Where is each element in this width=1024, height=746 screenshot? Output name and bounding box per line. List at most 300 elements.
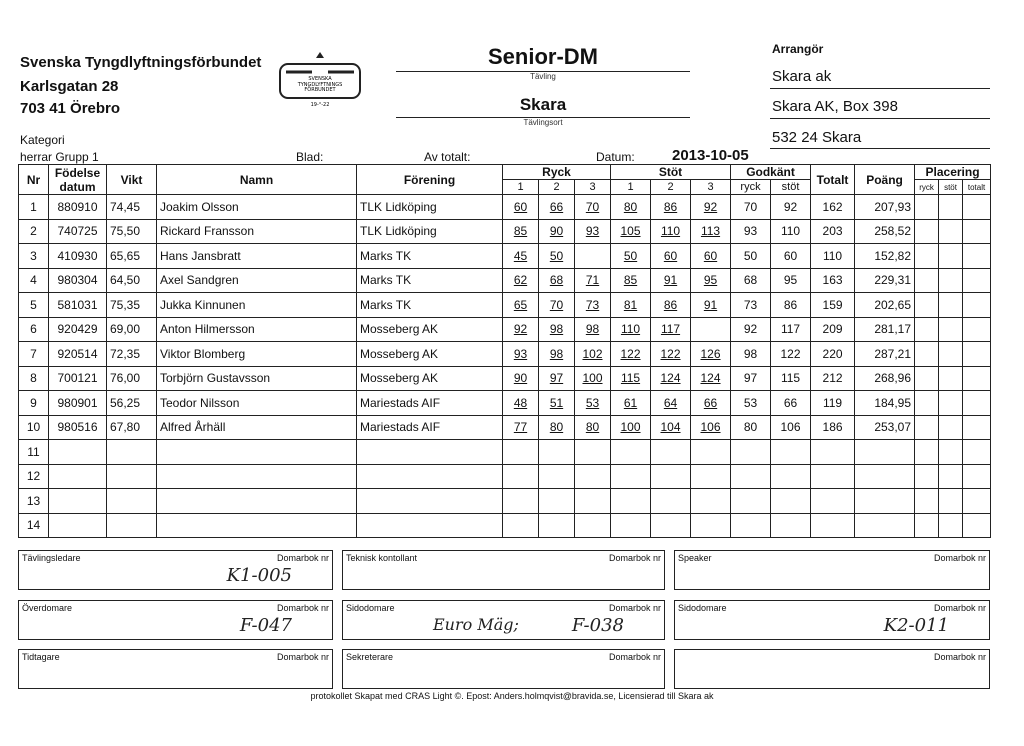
cell-weight (107, 489, 157, 514)
table-row (19, 489, 991, 514)
referee-book-label: Domarbok nr (933, 652, 986, 662)
cell-s3: 95 (691, 268, 731, 293)
referee-book-number: F-038 (571, 615, 624, 636)
cell-nr: 13 (19, 489, 49, 514)
cell-pts (855, 440, 915, 465)
cell-ar (731, 464, 771, 489)
cell-name: Anton Hilmersson (157, 317, 357, 342)
cell-r3: 102 (575, 342, 611, 367)
cell-weight: 56,25 (107, 391, 157, 416)
results-table (18, 164, 991, 538)
cell-nr: 3 (19, 244, 49, 269)
cell-weight: 69,00 (107, 317, 157, 342)
cell-placing (939, 219, 963, 244)
category-value: herrar Grupp 1 (20, 150, 99, 164)
cell-name: Viktor Blomberg (157, 342, 357, 367)
cell-tot: 203 (811, 219, 855, 244)
cell-ar: 53 (731, 391, 771, 416)
snatch-att-1: 1 (503, 180, 539, 195)
cell-birth: 740725 (49, 219, 107, 244)
officials-row (18, 550, 990, 590)
cell-nr: 7 (19, 342, 49, 367)
cell-placing (963, 489, 991, 514)
cell-placing (939, 317, 963, 342)
cell-r1: 62 (503, 268, 539, 293)
cell-r1: 48 (503, 391, 539, 416)
table-row (19, 366, 991, 391)
cell-r2: 68 (539, 268, 575, 293)
cell-club: Mariestads AIF (357, 391, 503, 416)
cell-s3: 113 (691, 219, 731, 244)
arranger-label: Arrangör (772, 42, 824, 56)
col-club: Förening (357, 165, 503, 195)
clean-att-1: 1 (611, 180, 651, 195)
referee-book-label: Domarbok nr (276, 652, 329, 662)
cell-s3 (691, 317, 731, 342)
cell-r1: 65 (503, 293, 539, 318)
cell-as: 115 (771, 366, 811, 391)
cell-s1: 100 (611, 415, 651, 440)
cell-club: Marks TK (357, 268, 503, 293)
cell-placing (915, 513, 939, 538)
cell-placing (915, 219, 939, 244)
official-role: Sekreterare (346, 652, 394, 662)
cell-s2: 104 (651, 415, 691, 440)
org-street: Karlsgatan 28 (20, 78, 119, 95)
cell-placing (915, 415, 939, 440)
official-box (342, 649, 665, 689)
org-name: Svenska Tyngdlyftningsförbundet (20, 54, 262, 71)
cell-nr: 6 (19, 317, 49, 342)
cell-birth: 410930 (49, 244, 107, 269)
cell-birth: 980901 (49, 391, 107, 416)
cell-weight: 75,35 (107, 293, 157, 318)
cell-weight: 75,50 (107, 219, 157, 244)
cell-nr: 10 (19, 415, 49, 440)
cell-placing (963, 366, 991, 391)
cell-s2 (651, 513, 691, 538)
cell-r3: 73 (575, 293, 611, 318)
table-row (19, 342, 991, 367)
official-role: Teknisk kontollant (346, 553, 418, 563)
cell-s2 (651, 440, 691, 465)
cell-club: TLK Lidköping (357, 195, 503, 220)
cell-nr: 4 (19, 268, 49, 293)
cell-placing (939, 440, 963, 465)
official-role: Tävlingsledare (22, 553, 81, 563)
cell-nr: 9 (19, 391, 49, 416)
cell-ar (731, 513, 771, 538)
org-city: 703 41 Örebro (20, 100, 121, 117)
cell-r3: 71 (575, 268, 611, 293)
cell-as: 106 (771, 415, 811, 440)
total-sheets-label: Av totalt: (424, 150, 471, 164)
cell-s1: 80 (611, 195, 651, 220)
cell-r3: 98 (575, 317, 611, 342)
logo-text-1: SVENSKA (308, 76, 332, 82)
cell-placing (939, 244, 963, 269)
cell-club (357, 464, 503, 489)
table-row (19, 440, 991, 465)
cell-birth (49, 489, 107, 514)
official-role: Sidodomare (678, 603, 727, 613)
cell-tot: 119 (811, 391, 855, 416)
cell-s2 (651, 489, 691, 514)
cell-birth: 920429 (49, 317, 107, 342)
table-row (19, 317, 991, 342)
arranger-postal: 532 24 Skara (772, 129, 862, 146)
cell-ar: 68 (731, 268, 771, 293)
cell-nr: 8 (19, 366, 49, 391)
table-row (19, 513, 991, 538)
cell-ar: 97 (731, 366, 771, 391)
cell-placing (963, 464, 991, 489)
cell-placing (915, 317, 939, 342)
cell-club (357, 513, 503, 538)
arranger-name: Skara ak (772, 68, 832, 85)
cell-placing (939, 268, 963, 293)
cell-r2: 50 (539, 244, 575, 269)
cell-club: Mosseberg AK (357, 342, 503, 367)
table-row (19, 391, 991, 416)
cell-club: Marks TK (357, 293, 503, 318)
cell-tot: 110 (811, 244, 855, 269)
referee-book-label: Domarbok nr (276, 553, 329, 563)
cell-s1: 115 (611, 366, 651, 391)
cell-birth: 581031 (49, 293, 107, 318)
cell-club (357, 489, 503, 514)
table-row (19, 415, 991, 440)
cell-ar: 73 (731, 293, 771, 318)
cell-placing (915, 391, 939, 416)
referee-book-label: Domarbok nr (608, 652, 661, 662)
cell-s3: 124 (691, 366, 731, 391)
official-role: Överdomare (22, 603, 73, 613)
cell-pts (855, 464, 915, 489)
cell-name (157, 464, 357, 489)
cell-as (771, 464, 811, 489)
cell-r2: 80 (539, 415, 575, 440)
col-placing: Placering (915, 165, 991, 180)
cell-placing (963, 195, 991, 220)
cell-placing (915, 464, 939, 489)
cell-tot: 220 (811, 342, 855, 367)
cell-r1: 60 (503, 195, 539, 220)
cell-weight: 64,50 (107, 268, 157, 293)
cell-s1 (611, 440, 651, 465)
cell-placing (939, 489, 963, 514)
cell-pts: 281,17 (855, 317, 915, 342)
cell-as: 95 (771, 268, 811, 293)
cell-r2: 90 (539, 219, 575, 244)
table-row (19, 268, 991, 293)
cell-pts: 287,21 (855, 342, 915, 367)
cell-placing (939, 513, 963, 538)
placing-snatch: ryck (915, 180, 939, 195)
cell-placing (915, 293, 939, 318)
official-box (342, 550, 665, 590)
referee-book-number: F-047 (239, 615, 292, 636)
cell-as: 66 (771, 391, 811, 416)
cell-ar (731, 489, 771, 514)
official-box (18, 649, 333, 689)
category-label: Kategori (20, 133, 65, 147)
cell-placing (915, 440, 939, 465)
cell-birth (49, 464, 107, 489)
cell-as (771, 440, 811, 465)
cell-as: 92 (771, 195, 811, 220)
cell-r3 (575, 489, 611, 514)
col-birth: Födelse datum (49, 165, 107, 195)
cell-r2: 98 (539, 342, 575, 367)
cell-r2: 97 (539, 366, 575, 391)
cell-s2: 86 (651, 195, 691, 220)
cell-s3: 126 (691, 342, 731, 367)
cell-s3: 91 (691, 293, 731, 318)
cell-tot: 163 (811, 268, 855, 293)
cell-weight: 72,35 (107, 342, 157, 367)
cell-name (157, 489, 357, 514)
cell-as (771, 513, 811, 538)
cell-s2: 117 (651, 317, 691, 342)
cell-ar: 98 (731, 342, 771, 367)
competition-place: Skara (519, 95, 567, 114)
cell-placing (915, 268, 939, 293)
cell-tot: 159 (811, 293, 855, 318)
cell-s1: 85 (611, 268, 651, 293)
cell-placing (939, 293, 963, 318)
cell-ar: 92 (731, 317, 771, 342)
cell-tot (811, 513, 855, 538)
cell-s3 (691, 440, 731, 465)
cell-name: Jukka Kinnunen (157, 293, 357, 318)
cell-nr: 5 (19, 293, 49, 318)
official-role: Speaker (678, 553, 712, 563)
cell-name: Teodor Nilsson (157, 391, 357, 416)
cell-placing (939, 195, 963, 220)
cell-name (157, 440, 357, 465)
clean-att-2: 2 (651, 180, 691, 195)
cell-club: Mariestads AIF (357, 415, 503, 440)
cell-birth (49, 440, 107, 465)
cell-r3 (575, 464, 611, 489)
footer-note: protokollet Skapat med CRAS Light ©. Epost: Anders.holmqvist@bravida.se, Licensierad till Skara ak (310, 691, 714, 701)
cell-ar: 93 (731, 219, 771, 244)
cell-r3 (575, 244, 611, 269)
referee-book-label: Domarbok nr (276, 603, 329, 613)
clean-att-3: 3 (691, 180, 731, 195)
cell-pts: 152,82 (855, 244, 915, 269)
cell-tot: 209 (811, 317, 855, 342)
cell-placing (939, 415, 963, 440)
cell-placing (915, 195, 939, 220)
logo-text-3: FÖRBUNDET (304, 87, 336, 93)
cell-placing (915, 342, 939, 367)
table-row (19, 464, 991, 489)
cell-club: Mosseberg AK (357, 366, 503, 391)
col-clean: Stöt (611, 165, 731, 180)
officials-row (18, 649, 990, 689)
cell-ar: 50 (731, 244, 771, 269)
competition-name: Senior-DM (488, 44, 598, 69)
cell-r1 (503, 464, 539, 489)
cell-name: Alfred Århäll (157, 415, 357, 440)
col-points: Poäng (855, 165, 915, 195)
cell-nr: 11 (19, 440, 49, 465)
cell-placing (939, 366, 963, 391)
cell-as: 110 (771, 219, 811, 244)
snatch-att-3: 3 (575, 180, 611, 195)
cell-placing (963, 513, 991, 538)
cell-s3: 92 (691, 195, 731, 220)
cell-s3 (691, 513, 731, 538)
officials-row (18, 600, 990, 640)
cell-s2: 91 (651, 268, 691, 293)
cell-s1: 105 (611, 219, 651, 244)
cell-r2 (539, 513, 575, 538)
cell-pts (855, 513, 915, 538)
cell-as: 60 (771, 244, 811, 269)
sheet-label: Blad: (296, 150, 324, 164)
cell-weight (107, 464, 157, 489)
cell-s1 (611, 489, 651, 514)
cell-pts: 229,31 (855, 268, 915, 293)
cell-s2: 124 (651, 366, 691, 391)
cell-s1: 110 (611, 317, 651, 342)
cell-name: Axel Sandgren (157, 268, 357, 293)
cell-s3: 60 (691, 244, 731, 269)
cell-nr: 12 (19, 464, 49, 489)
cell-ar (731, 440, 771, 465)
referee-book-label: Domarbok nr (933, 603, 986, 613)
cell-r3: 100 (575, 366, 611, 391)
cell-placing (963, 440, 991, 465)
cell-as: 122 (771, 342, 811, 367)
cell-placing (963, 415, 991, 440)
official-box (18, 550, 333, 590)
cell-nr: 14 (19, 513, 49, 538)
cell-r1 (503, 489, 539, 514)
placing-total: totalt (963, 180, 991, 195)
official-box (674, 649, 990, 689)
cell-weight: 76,00 (107, 366, 157, 391)
referee-book-number: K2-011 (883, 615, 949, 636)
cell-placing (963, 268, 991, 293)
cell-r1: 77 (503, 415, 539, 440)
table-row (19, 195, 991, 220)
cell-r1: 93 (503, 342, 539, 367)
table-row (19, 244, 991, 269)
cell-birth: 980516 (49, 415, 107, 440)
cell-weight (107, 513, 157, 538)
place-label: Tävlingsort (523, 118, 563, 127)
col-nr: Nr (19, 165, 49, 195)
official-box (342, 600, 665, 640)
cell-s1: 122 (611, 342, 651, 367)
cell-placing (939, 391, 963, 416)
col-total: Totalt (811, 165, 855, 195)
cell-s1: 50 (611, 244, 651, 269)
cell-s1 (611, 513, 651, 538)
cell-r2: 51 (539, 391, 575, 416)
cell-pts: 202,65 (855, 293, 915, 318)
official-role: Sidodomare (346, 603, 395, 613)
cell-r2: 98 (539, 317, 575, 342)
cell-as (771, 489, 811, 514)
table-row (19, 219, 991, 244)
cell-s3 (691, 464, 731, 489)
cell-s3: 106 (691, 415, 731, 440)
cell-club (357, 440, 503, 465)
cell-club: Mosseberg AK (357, 317, 503, 342)
col-weight: Vikt (107, 165, 157, 195)
cell-s3: 66 (691, 391, 731, 416)
official-role: Tidtagare (22, 652, 60, 662)
cell-weight: 74,45 (107, 195, 157, 220)
cell-name: Torbjörn Gustavsson (157, 366, 357, 391)
cell-name: Joakim Olsson (157, 195, 357, 220)
cell-r3: 93 (575, 219, 611, 244)
cell-club: Marks TK (357, 244, 503, 269)
snatch-att-2: 2 (539, 180, 575, 195)
cell-r2 (539, 464, 575, 489)
cell-weight (107, 440, 157, 465)
cell-s2: 110 (651, 219, 691, 244)
cell-r2: 66 (539, 195, 575, 220)
referee-book-label: Domarbok nr (608, 553, 661, 563)
cell-placing (963, 244, 991, 269)
cell-birth: 880910 (49, 195, 107, 220)
approved-clean: stöt (771, 180, 811, 195)
cell-pts: 253,07 (855, 415, 915, 440)
referee-book-label: Domarbok nr (933, 553, 986, 563)
cell-weight: 65,65 (107, 244, 157, 269)
cell-nr: 2 (19, 219, 49, 244)
col-approved: Godkänt (731, 165, 811, 180)
cell-placing (963, 317, 991, 342)
cell-r3 (575, 440, 611, 465)
cell-r1: 45 (503, 244, 539, 269)
table-row (19, 293, 991, 318)
cell-r1: 90 (503, 366, 539, 391)
cell-name (157, 513, 357, 538)
cell-pts: 258,52 (855, 219, 915, 244)
cell-tot (811, 440, 855, 465)
federation-logo (276, 50, 364, 110)
cell-s2: 64 (651, 391, 691, 416)
cell-r1 (503, 513, 539, 538)
referee-book-number: K1-005 (226, 565, 292, 586)
cell-birth: 700121 (49, 366, 107, 391)
cell-r1: 85 (503, 219, 539, 244)
cell-s3 (691, 489, 731, 514)
cell-ar: 80 (731, 415, 771, 440)
arranger-address: Skara AK, Box 398 (772, 98, 898, 115)
cell-s1: 61 (611, 391, 651, 416)
cell-r3: 53 (575, 391, 611, 416)
cell-tot: 186 (811, 415, 855, 440)
cell-name: Hans Jansbratt (157, 244, 357, 269)
cell-placing (963, 219, 991, 244)
cell-birth: 920514 (49, 342, 107, 367)
cell-placing (963, 293, 991, 318)
cell-as: 86 (771, 293, 811, 318)
col-name: Namn (157, 165, 357, 195)
placing-clean: stöt (939, 180, 963, 195)
official-box (674, 600, 990, 640)
cell-s1 (611, 464, 651, 489)
referee-book-label: Domarbok nr (608, 603, 661, 613)
